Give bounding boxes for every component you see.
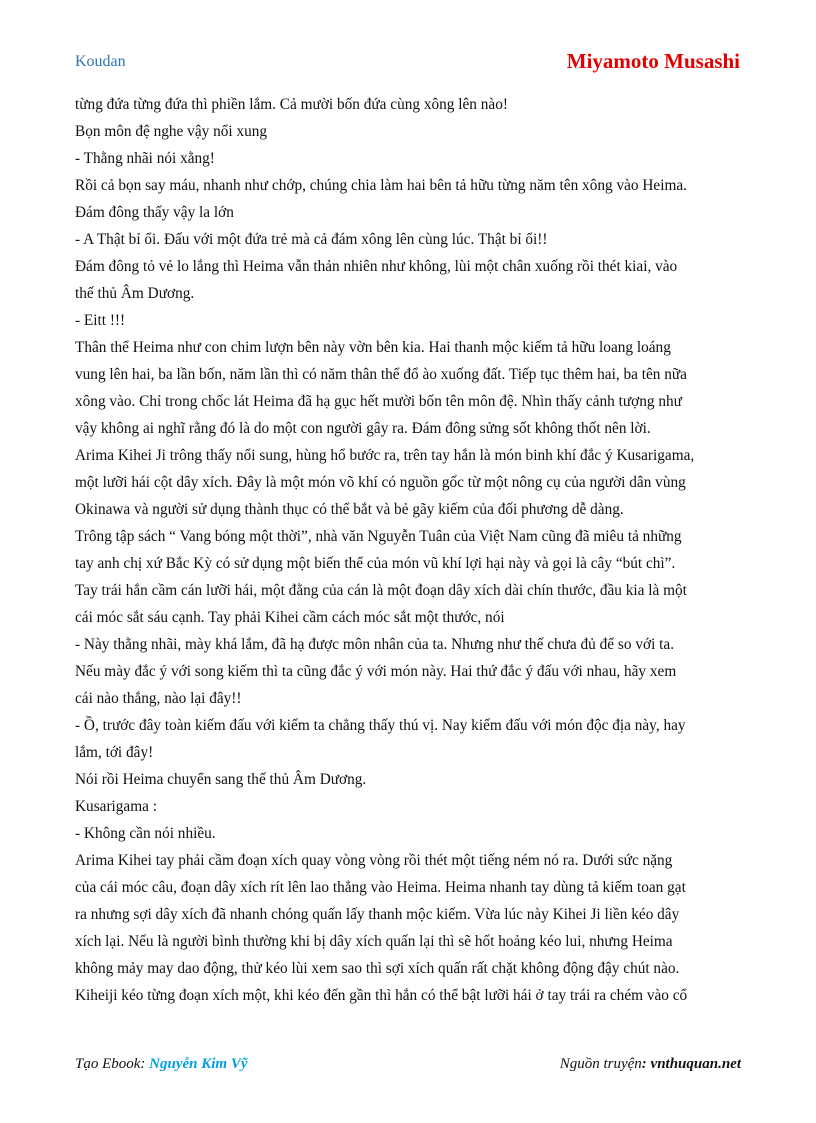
text-line: vậy không ai nghĩ rằng đó là do một con người gây ra. Đám đông sửng sốt không thốt nên lời. [75, 420, 651, 437]
text-line: Kiheiji kéo từng đoạn xích một, khi kéo đến gần thì hắn có thể bật lưỡi hái ở tay trái ra chém vào cổ [75, 987, 688, 1004]
text-line: Kusarigama : [75, 798, 157, 815]
text-line: - Không cần nói nhiều. [75, 825, 216, 842]
text-line: ra nhưng sợi dây xích đã nhanh chóng quấn lấy thanh mộc kiếm. Vừa lúc này Kihei Ji liền kéo dây [75, 906, 680, 923]
footer-source-credit [560, 1056, 741, 1073]
header-book-title: Miyamoto Musashi [566, 49, 740, 73]
text-line: xích lại. Nếu là người bình thường khi bị dây xích quấn lại thì sẽ hốt hoảng kéo lui, nhưng Heima [75, 933, 673, 950]
text-line: - Này thằng nhãi, mày khá lắm, đã hạ được môn nhân của ta. Nhưng như thế chưa đủ để so với ta. [75, 636, 675, 653]
text-line: Thân thể Heima như con chim lượn bên này vờn bên kia. Hai thanh mộc kiếm tả hữu loang loáng [75, 339, 671, 356]
text-line: từng đứa từng đứa thì phiền lắm. Cả mười bốn đứa cùng xông lên nào! [75, 96, 508, 113]
text-line: Trông tập sách “ Vang bóng một thời”, nhà văn Nguyễn Tuân của Việt Nam cũng đã miêu tả những [75, 528, 682, 545]
text-line: Tay trái hắn cầm cán lưỡi hái, một đằng của cán là một đoạn dây xích dài chín thước, đầu kia là một [75, 582, 687, 599]
footer-source-label: Nguồn truyện [559, 1056, 642, 1072]
text-line: Okinawa và người sử dụng thành thục có thể bắt và bẻ gãy kiếm của đối phương dễ dàng. [75, 501, 624, 518]
body-text [75, 91, 747, 1009]
text-line: cái móc sắt sáu cạnh. Tay phải Kihei cầm cách móc sắt một thước, nói [75, 609, 505, 626]
text-line: của cái móc câu, đoạn dây xích rít lên lao thẳng vào Heima. Heima nhanh tay dùng tả kiếm toan gạt [75, 879, 686, 896]
text-line: Nói rồi Heima chuyển sang thế thủ Âm Dương. [75, 771, 367, 788]
footer-ebook-credit [75, 1056, 248, 1073]
text-line: - Thằng nhãi nói xằng! [75, 150, 215, 167]
footer-ebook-author: Nguyễn Kim Vỹ [149, 1056, 248, 1072]
header-source-label: Koudan [75, 53, 126, 70]
footer-ebook-label: Tạo Ebook [75, 1056, 141, 1072]
text-line: - A Thật bỉ ổi. Đấu với một đứa trẻ mà cả đám xông lên cùng lúc. Thật bỉ ổi!! [75, 231, 548, 248]
text-line: cái nào thắng, nào lại đây!! [75, 690, 242, 707]
text-line: tay anh chị xứ Bắc Kỳ có sử dụng một biến thể của món vũ khí lợi hại này và gọi là cây “bút chì”. [75, 555, 676, 572]
footer-source-site: vnthuquan.net [650, 1056, 741, 1072]
text-line: một lưỡi hái cột dây xích. Đây là một món võ khí có nguồn gốc từ một nông cụ của người dân vùng [75, 474, 686, 491]
text-line: vung lên hai, ba lần bốn, năm lần thì có năm thân thể đổ ào xuống đất. Tiếp tục thêm hai, ba tên nữa [75, 366, 687, 383]
text-line: Bọn môn đệ nghe vậy nổi xung [75, 123, 268, 140]
text-line: thế thủ Âm Dương. [75, 285, 195, 302]
footer-ebook-separator: : [140, 1056, 150, 1072]
text-line: Rồi cả bọn say máu, nhanh như chớp, chúng chia làm hai bên tả hữu từng năm tên xông vào Heima. [75, 177, 687, 194]
text-line: Arima Kihei tay phải cầm đoạn xích quay vòng vòng rồi thét một tiếng ném nó ra. Dưới sức nặng [75, 852, 673, 869]
text-line: Đám đông thấy vậy la lớn [75, 204, 234, 221]
text-line: Đám đông tỏ vẻ lo lắng thì Heima vẫn thản nhiên như không, lùi một chân xuống rồi thét kiai, vào [75, 258, 678, 275]
text-line: - Ồ, trước đây toàn kiếm đấu với kiếm ta chẳng thấy thú vị. Nay kiếm đấu với món độc địa này, hay [75, 717, 686, 734]
footer-source-separator: : [641, 1056, 651, 1072]
text-line: - Eitt !!! [75, 312, 126, 329]
text-line: Nếu mày đắc ý với song kiếm thì ta cũng đắc ý với món này. Hai thứ đắc ý đấu với nhau, hãy xem [75, 663, 677, 680]
text-line: không mảy may dao động, thử kéo lùi xem sao thì sợi xích quấn rất chặt không động đậy chút nào. [75, 960, 680, 977]
text-line: Arima Kihei Ji trông thấy nổi sung, hùng hổ bước ra, trên tay hắn là món binh khí đắc ý Kusarigama, [75, 447, 695, 464]
text-line: xông vào. Chỉ trong chốc lát Heima đã hạ gục hết mười bốn tên môn đệ. Nhìn thấy cảnh tượng như [75, 393, 682, 410]
text-line: lắm, tới đây! [75, 744, 154, 761]
